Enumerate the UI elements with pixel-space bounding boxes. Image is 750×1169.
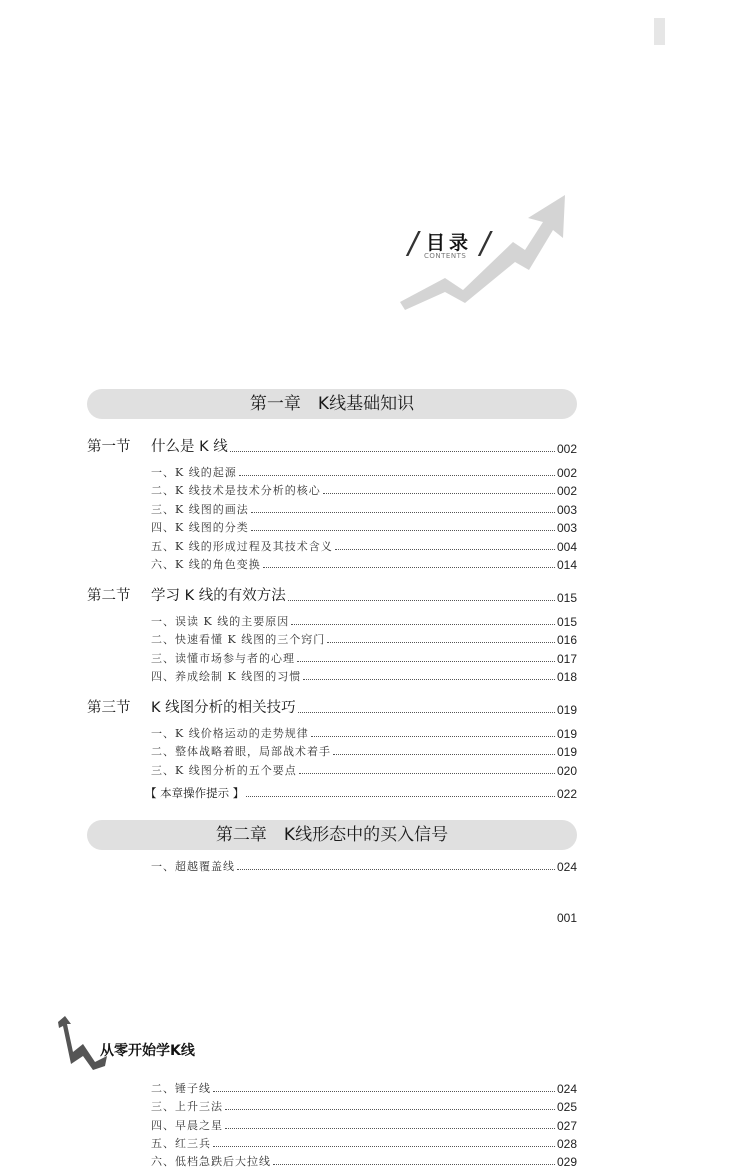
item-page: 019 [556,727,577,741]
dot-leader [335,549,555,550]
item-page: 002 [556,484,577,498]
dot-leader [297,661,555,662]
item-page: 002 [556,466,577,480]
item-title: 五、红三兵 [151,1137,211,1150]
item-title: 五、K 线的形成过程及其技术含义 [151,540,333,553]
toc-section-1[interactable] [87,436,577,456]
item-page: 020 [556,764,577,778]
item-page: 029 [556,1155,577,1169]
item-page: 015 [556,615,577,629]
item-title: 六、低档急跌后大拉线 [151,1155,271,1168]
item-title: 三、K 线图分析的五个要点 [151,764,297,777]
section-label: 第一节 [87,439,131,455]
contents-subtitle: CONTENTS [424,252,467,260]
section-title: 学习 K 线的有效方法 [151,588,286,604]
tip-title: 【 本章操作提示 】 [145,786,245,800]
section-label: 第三节 [87,700,131,716]
dot-leader [327,642,555,643]
contents-heading [408,226,492,264]
dot-leader [311,736,555,737]
item-page: 028 [556,1137,577,1151]
book-title: 从零开始学K线 [100,1043,195,1059]
slash-right-icon: / [480,226,491,261]
toc-item[interactable] [151,518,577,535]
toc-section-3[interactable] [87,697,577,717]
toc-item[interactable] [151,1116,577,1133]
toc-item[interactable] [151,761,577,778]
slash-left-icon: / [408,226,419,261]
dot-leader [213,1146,555,1147]
section-title: 什么是 K 线 [151,439,228,455]
toc-section-2[interactable] [87,585,577,605]
item-title: 二、K 线技术是技术分析的核心 [151,484,321,497]
toc-item[interactable] [151,537,577,554]
section-page: 015 [556,591,577,605]
toc-item[interactable] [151,555,577,572]
item-title: 四、养成绘制 K 线图的习惯 [151,670,302,683]
item-title: 一、超越覆盖线 [151,860,235,873]
dot-leader [291,624,555,625]
item-title: 一、K 线价格运动的走势规律 [151,727,309,740]
dot-leader [323,493,555,494]
toc-item[interactable] [151,630,577,647]
item-title: 六、K 线的角色变换 [151,558,261,571]
toc-item[interactable] [151,1134,577,1151]
item-page: 014 [556,558,577,572]
section-page: 019 [556,703,577,717]
item-page: 017 [556,652,577,666]
dot-leader [213,1091,555,1092]
dot-leader [225,1109,555,1110]
toc-item[interactable] [151,463,577,480]
item-page: 018 [556,670,577,684]
dot-leader [273,1164,555,1165]
toc-item[interactable] [151,612,577,629]
item-title: 一、K 线的起源 [151,466,237,479]
toc-item[interactable] [151,742,577,759]
dot-leader [251,512,555,513]
toc-item[interactable] [151,1097,577,1114]
dot-leader [230,451,555,452]
toc-item[interactable] [151,1079,577,1096]
item-title: 四、K 线图的分类 [151,521,249,534]
toc-item[interactable] [151,649,577,666]
dot-leader [263,567,555,568]
dot-leader [303,679,555,680]
item-page: 019 [556,745,577,759]
dot-leader [299,773,555,774]
chapter-tip[interactable] [145,783,577,801]
chapter-2-bar[interactable]: 第二章 K线形态中的买入信号 [87,820,577,850]
item-page: 003 [556,521,577,535]
contents-title: 目录 [426,232,473,254]
toc-item[interactable] [151,857,577,874]
dot-leader [298,712,555,713]
item-title: 二、快速看懂 K 线图的三个窍门 [151,633,326,646]
item-title: 三、K 线图的画法 [151,503,249,516]
item-page: 025 [556,1100,577,1114]
item-title: 二、整体战略着眼，局部战术着手 [151,745,331,758]
dot-leader [333,754,555,755]
dot-leader [251,530,555,531]
dot-leader [239,475,555,476]
toc-item[interactable] [151,667,577,684]
tip-page: 022 [556,787,577,801]
item-title: 一、误读 K 线的主要原因 [151,615,290,628]
item-page: 003 [556,503,577,517]
item-title: 四、早晨之星 [151,1119,223,1132]
page-edge-tab [654,18,665,45]
item-page: 024 [556,860,577,874]
chapter-1-bar[interactable]: 第一章 K线基础知识 [87,389,577,419]
item-title: 三、读懂市场参与者的心理 [151,652,295,665]
dot-leader [237,869,555,870]
section-title: K 线图分析的相关技巧 [151,700,296,716]
section-page: 002 [556,442,577,456]
item-page: 027 [556,1119,577,1133]
dot-leader [288,600,555,601]
dot-leader [246,796,555,797]
item-title: 三、上升三法 [151,1100,223,1113]
toc-item[interactable] [151,481,577,498]
page-number: 001 [557,911,578,925]
item-page: 016 [556,633,577,647]
toc-item[interactable] [151,724,577,741]
item-page: 004 [556,540,577,554]
toc-item[interactable] [151,500,577,517]
item-page: 024 [556,1082,577,1096]
section-label: 第二节 [87,588,131,604]
dot-leader [225,1128,555,1129]
item-title: 二、锤子线 [151,1082,211,1095]
